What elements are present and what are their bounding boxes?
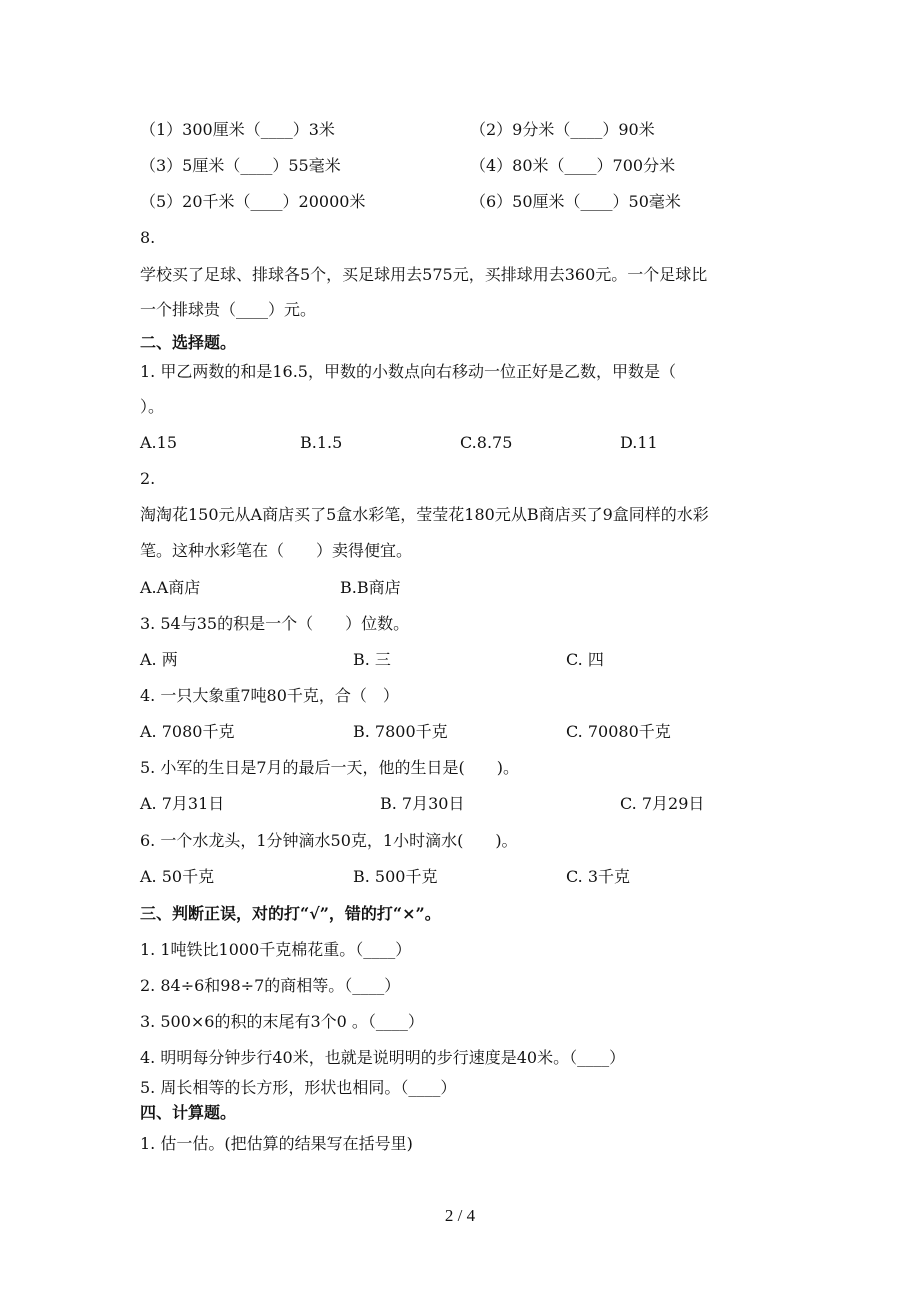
q8-number: 8. <box>140 228 156 247</box>
s2-q4-option-b: B. 7800千克 <box>353 722 448 741</box>
s2-q6-option-b: B. 500千克 <box>353 867 438 886</box>
s3-item-2: 2. 84÷6和98÷7的商相等。（____） <box>140 976 401 995</box>
s3-item-5: 5. 周长相等的长方形，形状也相同。（____） <box>140 1078 457 1097</box>
page-number: 2 / 4 <box>444 1206 476 1225</box>
s2-q6-option-a: A. 50千克 <box>140 867 215 886</box>
s2-q6-text: 6. 一个水龙头，1分钟滴水50克，1小时滴水( )。 <box>140 831 518 850</box>
s2-q2-option-a: A.A商店 <box>140 578 201 597</box>
s2-q3-option-c: C. 四 <box>566 650 604 669</box>
s2-q1-line2: ）。 <box>140 397 165 416</box>
s3-item-3: 3. 500×6的积的末尾有3个0 。（____） <box>140 1012 424 1031</box>
s2-q3-option-b: B. 三 <box>353 650 391 669</box>
section2-title: 二、选择题。 <box>140 333 237 352</box>
q8-line2: 一个排球贵（____）元。 <box>140 300 317 319</box>
s2-q1-option-c: C.8.75 <box>460 433 513 452</box>
s2-q5-option-c: C. 7月29日 <box>620 794 705 813</box>
s4-q1: 1. 估一估。(把估算的结果写在括号里) <box>140 1134 413 1153</box>
s2-q4-option-c: C. 70080千克 <box>566 722 671 741</box>
compare-5: （5）20千米（____）20000米 <box>140 192 366 211</box>
s2-q4-text: 4. 一只大象重7吨80千克，合（ ） <box>140 686 399 705</box>
s2-q3-option-a: A. 两 <box>140 650 178 669</box>
compare-2: （2）9分米（____）90米 <box>470 120 655 139</box>
compare-6: （6）50厘米（____）50毫米 <box>470 192 681 211</box>
compare-1: （1）300厘米（____）3米 <box>140 120 335 139</box>
s2-q2-line1: 淘淘花150元从A商店买了5盒水彩笔，莹莹花180元从B商店买了9盒同样的水彩 <box>140 505 709 524</box>
s2-q1-option-d: D.11 <box>620 433 658 452</box>
s3-item-4: 4. 明明每分钟步行40米，也就是说明明的步行速度是40米。（____） <box>140 1048 626 1067</box>
s2-q5-option-b: B. 7月30日 <box>380 794 465 813</box>
section3-title: 三、判断正误，对的打“√”，错的打“×”。 <box>140 904 441 923</box>
s2-q5-option-a: A. 7月31日 <box>140 794 225 813</box>
s2-q1-option-a: A.15 <box>140 433 177 452</box>
s2-q5-text: 5. 小军的生日是7月的最后一天，他的生日是( )。 <box>140 758 520 777</box>
compare-3: （3）5厘米（____）55毫米 <box>140 156 341 175</box>
s2-q2-number: 2. <box>140 469 156 488</box>
s2-q2-option-b: B.B商店 <box>340 578 401 597</box>
compare-4: （4）80米（____）700分米 <box>470 156 676 175</box>
s2-q2-line2: 笔。这种水彩笔在（ ）卖得便宜。 <box>140 541 413 560</box>
s3-item-1: 1. 1吨铁比1000千克棉花重。（____） <box>140 940 412 959</box>
s2-q1-option-b: B.1.5 <box>300 433 343 452</box>
s2-q4-option-a: A. 7080千克 <box>140 722 235 741</box>
q8-line1: 学校买了足球、排球各5个，买足球用去575元，买排球用去360元。一个足球比 <box>140 265 708 284</box>
s2-q3-text: 3. 54与35的积是一个（ ）位数。 <box>140 614 410 633</box>
section4-title: 四、计算题。 <box>140 1103 237 1122</box>
s2-q6-option-c: C. 3千克 <box>566 867 631 886</box>
s2-q1-line1: 1. 甲乙两数的和是16.5，甲数的小数点向右移动一位正好是乙数，甲数是（ <box>140 362 676 381</box>
